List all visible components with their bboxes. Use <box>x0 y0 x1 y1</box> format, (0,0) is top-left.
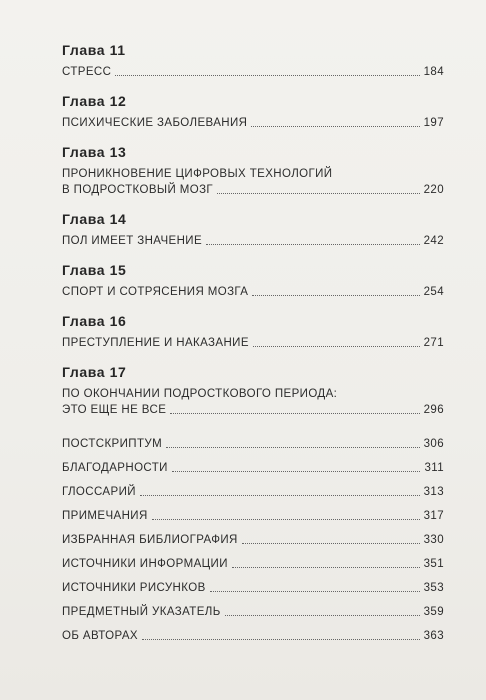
toc-entry <box>62 402 444 418</box>
toc-entry-postscript <box>62 436 444 452</box>
toc-entry <box>62 64 444 80</box>
toc-entry-sources <box>62 556 444 572</box>
page-number: 271 <box>423 337 444 349</box>
dot-leader <box>142 639 420 640</box>
toc-entry <box>62 233 444 249</box>
page-number: 351 <box>423 558 444 570</box>
toc-chapter-15 <box>62 262 444 300</box>
entry-title: ИСТОЧНИКИ ИНФОРМАЦИИ <box>62 558 228 570</box>
entry-title: ИСТОЧНИКИ РИСУНКОВ <box>62 582 206 594</box>
chapter-heading: Глава 17 <box>62 364 127 380</box>
entry-title: ПРЕДМЕТНЫЙ УКАЗАТЕЛЬ <box>62 606 221 618</box>
entry-title: ПРЕСТУПЛЕНИЕ И НАКАЗАНИЕ <box>62 337 249 349</box>
entry-title: ГЛОССАРИЙ <box>62 486 136 498</box>
dot-leader <box>152 519 420 520</box>
toc-chapter-14 <box>62 211 444 249</box>
entry-title-line-1: ПО ОКОНЧАНИИ ПОДРОСТКОВОГО ПЕРИОДА: <box>62 388 338 400</box>
dot-leader <box>253 346 420 347</box>
toc-entry <box>62 182 444 198</box>
dot-leader <box>206 244 420 245</box>
toc-chapter-12 <box>62 93 444 131</box>
toc-chapter-16 <box>62 313 444 351</box>
toc-entry-acknowledgements <box>62 460 444 476</box>
dot-leader <box>210 591 420 592</box>
chapter-heading: Глава 11 <box>62 42 126 58</box>
toc-chapter-11 <box>62 42 444 80</box>
toc-entry <box>62 284 444 300</box>
dot-leader <box>170 413 419 414</box>
entry-title: ПСИХИЧЕСКИЕ ЗАБОЛЕВАНИЯ <box>62 117 248 129</box>
dot-leader <box>172 471 420 472</box>
entry-title-line-2: В ПОДРОСТКОВЫЙ МОЗГ <box>62 184 214 196</box>
dot-leader <box>225 615 420 616</box>
entry-title-line-1: ПРОНИКНОВЕНИЕ ЦИФРОВЫХ ТЕХНОЛОГИЙ <box>62 168 333 180</box>
dot-leader <box>232 567 420 568</box>
page-number: 317 <box>423 510 444 522</box>
entry-title: СПОРТ И СОТРЯСЕНИЯ МОЗГА <box>62 286 249 298</box>
page-number: 306 <box>423 438 444 450</box>
toc-entry <box>62 335 444 351</box>
table-of-contents <box>62 42 444 652</box>
entry-title: ОБ АВТОРАХ <box>62 630 138 642</box>
page-number: 330 <box>423 534 444 546</box>
page-number: 353 <box>423 582 444 594</box>
toc-entry-figure-sources <box>62 580 444 596</box>
toc-entry-index <box>62 604 444 620</box>
chapter-heading: Глава 12 <box>62 93 127 109</box>
dot-leader <box>166 447 420 448</box>
entry-title-line-2: ЭТО ЕЩЕ НЕ ВСЕ <box>62 404 167 416</box>
page-number: 254 <box>423 286 444 298</box>
chapter-heading: Глава 15 <box>62 262 127 278</box>
chapter-heading: Глава 13 <box>62 144 127 160</box>
toc-entry-bibliography <box>62 532 444 548</box>
page-number: 313 <box>423 486 444 498</box>
page-number: 242 <box>423 235 444 247</box>
toc-entry <box>62 115 444 131</box>
toc-chapter-13 <box>62 144 444 198</box>
chapter-heading: Глава 14 <box>62 211 127 227</box>
toc-entry-notes <box>62 508 444 524</box>
dot-leader <box>115 75 419 76</box>
entry-title: СТРЕСС <box>62 66 112 78</box>
page-number: 197 <box>423 117 444 129</box>
page-number: 184 <box>423 66 444 78</box>
chapter-heading: Глава 16 <box>62 313 127 329</box>
page-number: 220 <box>423 184 444 196</box>
toc-chapter-17 <box>62 364 444 418</box>
toc-entry-about-authors <box>62 628 444 644</box>
entry-title: ПОЛ ИМЕЕТ ЗНАЧЕНИЕ <box>62 235 203 247</box>
page-number: 359 <box>423 606 444 618</box>
entry-title: ПРИМЕЧАНИЯ <box>62 510 148 522</box>
toc-entry-glossary <box>62 484 444 500</box>
dot-leader <box>242 543 420 544</box>
dot-leader <box>251 126 419 127</box>
dot-leader <box>140 495 420 496</box>
page-number: 363 <box>423 630 444 642</box>
page-number: 296 <box>423 404 444 416</box>
entry-title: ПОСТСКРИПТУМ <box>62 438 163 450</box>
page-number: 311 <box>424 462 444 474</box>
entry-title: ИЗБРАННАЯ БИБЛИОГРАФИЯ <box>62 534 238 546</box>
back-matter-list <box>62 436 444 644</box>
entry-title: БЛАГОДАРНОСТИ <box>62 462 168 474</box>
dot-leader <box>217 193 420 194</box>
dot-leader <box>252 295 419 296</box>
